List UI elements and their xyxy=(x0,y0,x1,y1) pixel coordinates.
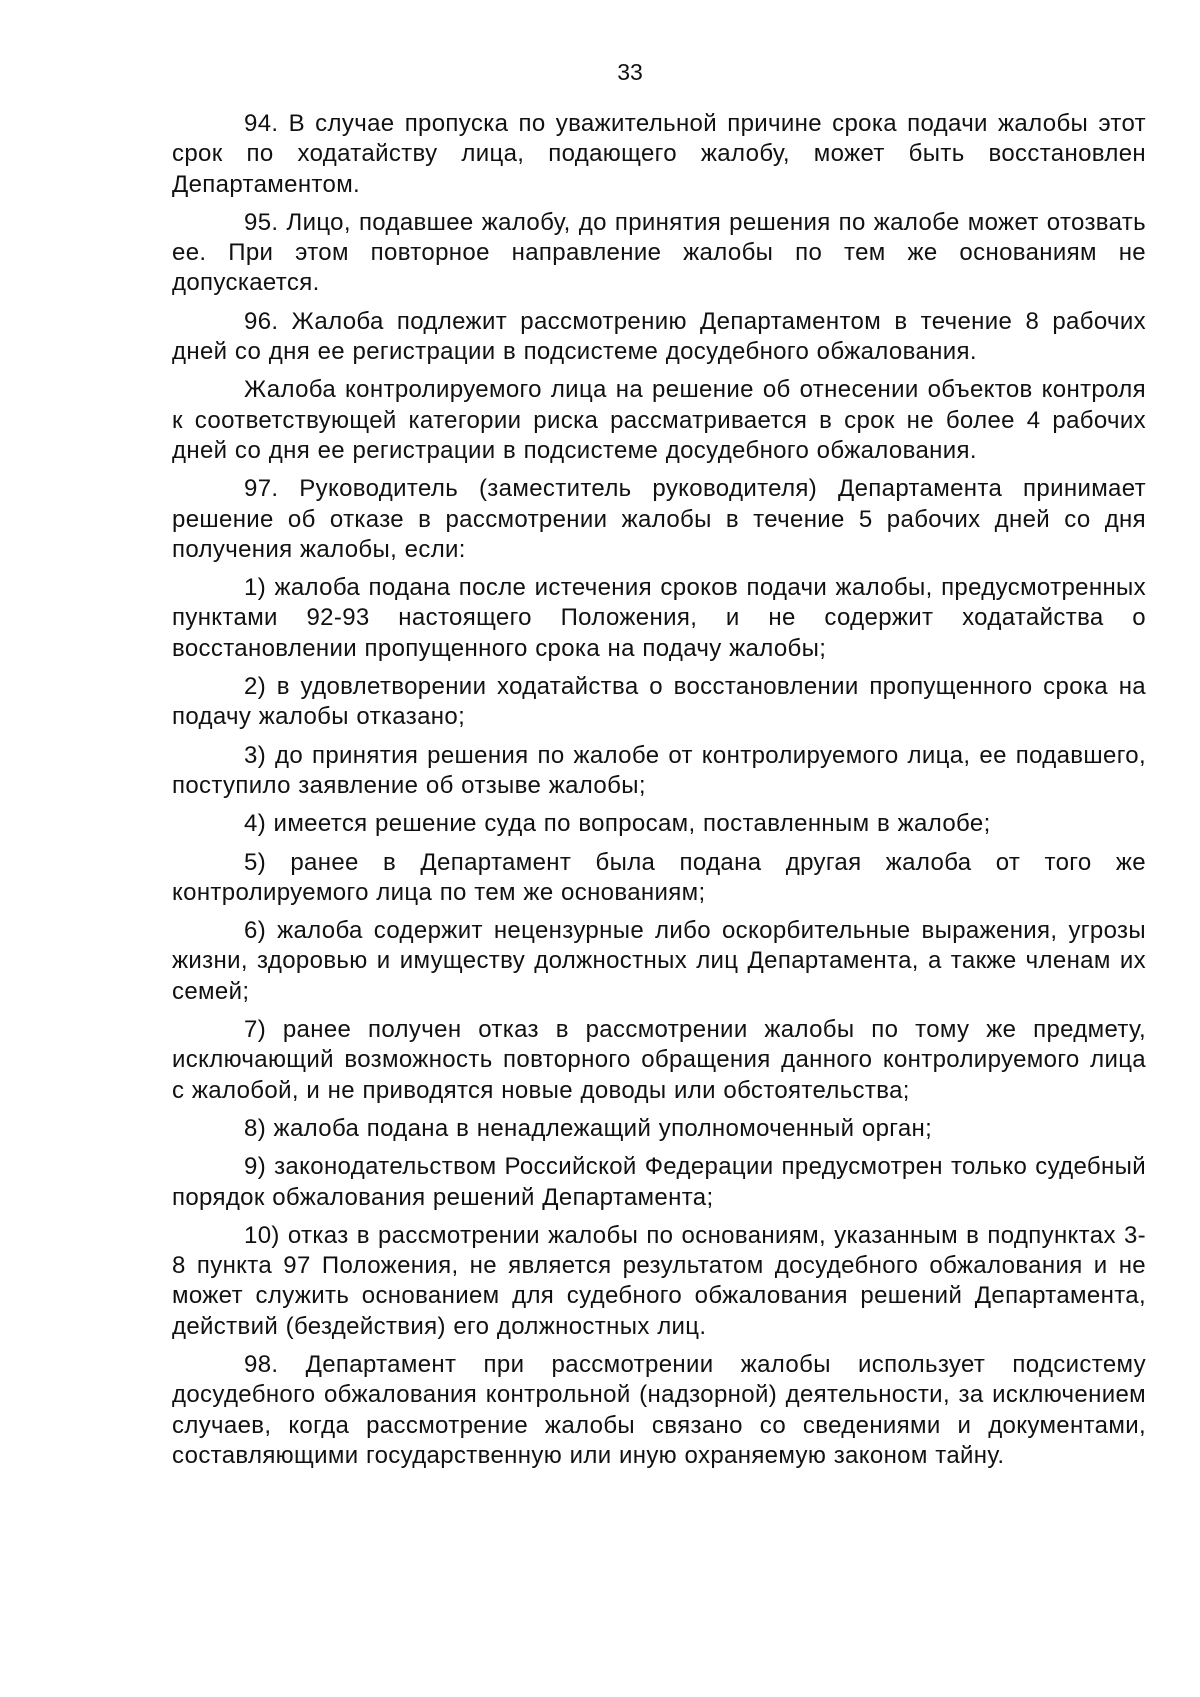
list-item-9: 9) законодательством Российской Федерации предусмотрен только судебный порядок обжалования решений Департамента; xyxy=(172,1153,1146,1211)
list-item-3: 3) до принятия решения по жалобе от контролируемого лица, ее подавшего, поступило заявление об отзыве жалобы; xyxy=(172,741,1146,799)
document-body xyxy=(172,109,1146,1479)
list-item-10: 10) отказ в рассмотрении жалобы по основаниям, указанным в подпунктах 3-8 пункта 97 Положения, не является результатом досудебного обжалования и не может служить основанием для судебного обжалования решений Департамента, действий (бездействия) его должностных лиц. xyxy=(172,1221,1146,1340)
paragraph-96: 96. Жалоба подлежит рассмотрению Департаментом в течение 8 рабочих дней со дня ее регистрации в подсистеме досудебного обжалования. xyxy=(172,307,1146,366)
list-item-2: 2) в удовлетворении ходатайства о восстановлении пропущенного срока на подачу жалобы отказано; xyxy=(172,673,1146,731)
list-item-4: 4) имеется решение суда по вопросам, поставленным в жалобе; xyxy=(244,810,991,838)
paragraph-94: 94. В случае пропуска по уважительной причине срока подачи жалобы этот срок по ходатайству лица, подающего жалобу, может быть восстановлен Департаментом. xyxy=(172,110,1146,198)
paragraph-95: 95. Лицо, подавшее жалобу, до принятия решения по жалобе может отозвать ее. При этом повторное направление жалобы по тем же основаниям не допускается. xyxy=(172,208,1146,297)
list-item-5: 5) ранее в Департамент была подана другая жалоба от того же контролируемого лица по тем же основаниям; xyxy=(172,848,1146,906)
page-number: 33 xyxy=(617,59,643,85)
paragraph-97: 97. Руководитель (заместитель руководителя) Департамента принимает решение об отказе в рассмотрении жалобы в течение 5 рабочих дней со дня получения жалобы, если: xyxy=(172,475,1146,563)
list-item-7: 7) ранее получен отказ в рассмотрении жалобы по тому же предмету, исключающий возможность повторного обращения данного контролируемого лица с жалобой, и не приводятся новые доводы или обстоятельства; xyxy=(172,1016,1146,1104)
paragraph-96-risk-category: Жалоба контролируемого лица на решение об отнесении объектов контроля к соответствующей категории риска рассматривается в срок не более 4 рабочих дней со дня ее регистрации в подсистеме досудебного обжалования. xyxy=(172,376,1146,464)
paragraph-98: 98. Департамент при рассмотрении жалобы использует подсистему досудебного обжалования контрольной (надзорной) деятельности, за исключением случаев, когда рассмотрение жалобы связано со сведениями и документами, составляющими государственную или иную охраняемую законом тайну. xyxy=(172,1350,1146,1469)
list-item-1: 1) жалоба подана после истечения сроков подачи жалобы, предусмотренных пунктами 92-93 настоящего Положения, и не содержит ходатайства о восстановлении пропущенного срока на подачу жалобы; xyxy=(172,574,1146,662)
list-item-8: 8) жалоба подана в ненадлежащий уполномоченный орган; xyxy=(244,1114,933,1142)
list-item-6: 6) жалоба содержит нецензурные либо оскорбительные выражения, угрозы жизни, здоровью и имуществу должностных лиц Департамента, а также членам их семей; xyxy=(172,917,1146,1005)
